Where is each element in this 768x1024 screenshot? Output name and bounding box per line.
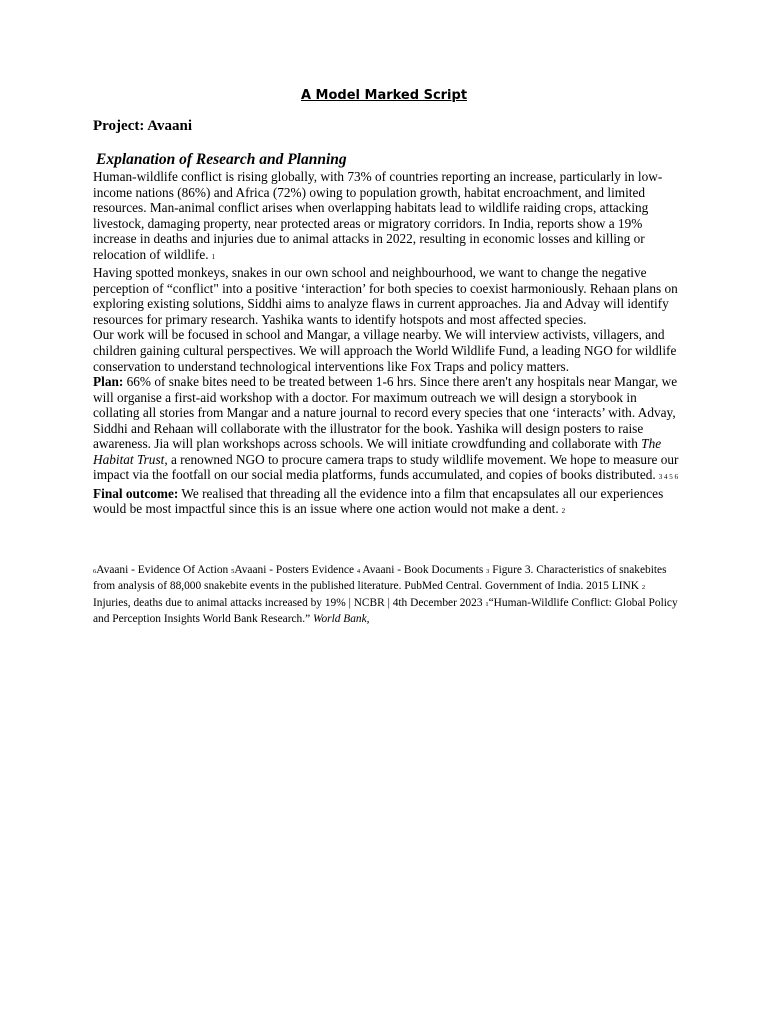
paragraph-plan [93, 374, 683, 486]
footnote-italic-source: World Bank, [313, 613, 370, 626]
body-text [93, 169, 683, 520]
footnote-text: Avaani - Book Documents [360, 564, 487, 576]
footnotes [93, 563, 683, 627]
section-heading: Explanation of Research and Planning [96, 151, 347, 168]
project-line: Project: Avaani [93, 118, 193, 134]
footnote-text: Avaani - Evidence Of Action [96, 564, 232, 576]
footnote-number: 5 [231, 568, 235, 575]
paragraph-team: Having spotted monkeys, snakes in our own school and neighbourhood, we want to change the negative perception of “conflict" into a positive ‘interaction’ for both species to coexist harmoniously. Rehaan plans on exploring existing solutions, Siddhi aims to analyze flaws in current approaches. Jia and Advay will identify resources for primary research. Yashika wants to identify hotspots and most affected species. [93, 265, 678, 327]
footnote-number: 2 [641, 584, 646, 592]
footnote-number: 4 [356, 568, 361, 575]
footnote-number: 1 [485, 600, 489, 608]
plan-text-a: 66% of snake bites need to be treated between 1-6 hrs. Since there aren't any hospitals near Mangar, we will organise a first-aid workshop with a doctor. For maximum outreach we will design a storybook in collating all stories from Mangar and a nature journal to record every species that one ‘interacts’ with. Advay, Siddhi and Rehaan will collaborate with the illustrator for the book. Yashika will design posters to raise awareness. Jia will plan workshops across schools. We will initiate crowdfunding and collaborate with [93, 374, 678, 452]
paragraph-final [93, 486, 683, 520]
final-label: Final outcome: [93, 485, 179, 501]
footnote-text: Injuries, deaths due to animal attacks increased by 19% | NCBR | 4th December 2023 [93, 596, 486, 609]
reference-marker: 1 [211, 252, 216, 261]
paragraph-focus: Our work will be focused in school and Mangar, a village nearby. We will interview activists, villagers, and children gaining cultural perspectives. We will approach the World Wildlife Fund, a leading NGO for wildlife conservation to understand technological interventions like Fox Traps and policy matters. [93, 327, 677, 374]
reference-marker: 3 4 5 6 [658, 473, 679, 482]
final-text: We realised that threading all the evidence into a film that encapsulates all our experiences would be most impactful since this is an issue where one action would not make a dent. [93, 485, 664, 517]
plan-label: Plan: [93, 374, 124, 390]
reference-marker: 2 [561, 507, 566, 516]
paragraph-intro-text: Human-wildlife conflict is rising globally, with 73% of countries reporting an increase, particularly in low-income nations (86%) and Africa (72%) owing to population growth, habitat encroachment, and limited resources. Man-animal conflict arises when overlapping habitats lead to wildlife raiding crops, attacking livestock, damaging property, near protected areas or migratory corridors. In India, reports show a 19% increase in deaths and injuries due to animal attacks in 2022, resulting in economic losses and killing or relocation of wildlife. [93, 169, 663, 262]
footnote-number: 3 [486, 568, 490, 575]
footnote-text: “Human-Wildlife Conflict: Global Policy and Perception Insights World Bank Research.” [93, 596, 678, 626]
footnote-number: 6 [93, 568, 97, 575]
footnote-text: Avaani - Posters Evidence [234, 564, 357, 576]
footnote-text: Figure 3. Characteristics of snakebites from analysis of 88,000 snakebite events in the published literature. PubMed Central. Government of India. 2015 LINK [93, 564, 667, 593]
paragraph-intro [93, 169, 683, 265]
plan-text-b: , a renowned NGO to procure camera traps to study wildlife movement. We hope to measure our impact via the footfall on our social media platforms, funds accumulated, and copies of books distributed. [93, 451, 679, 483]
plan-italic-ngo: The Habitat Trust [93, 436, 662, 467]
document-title: A Model Marked Script [300, 88, 468, 103]
